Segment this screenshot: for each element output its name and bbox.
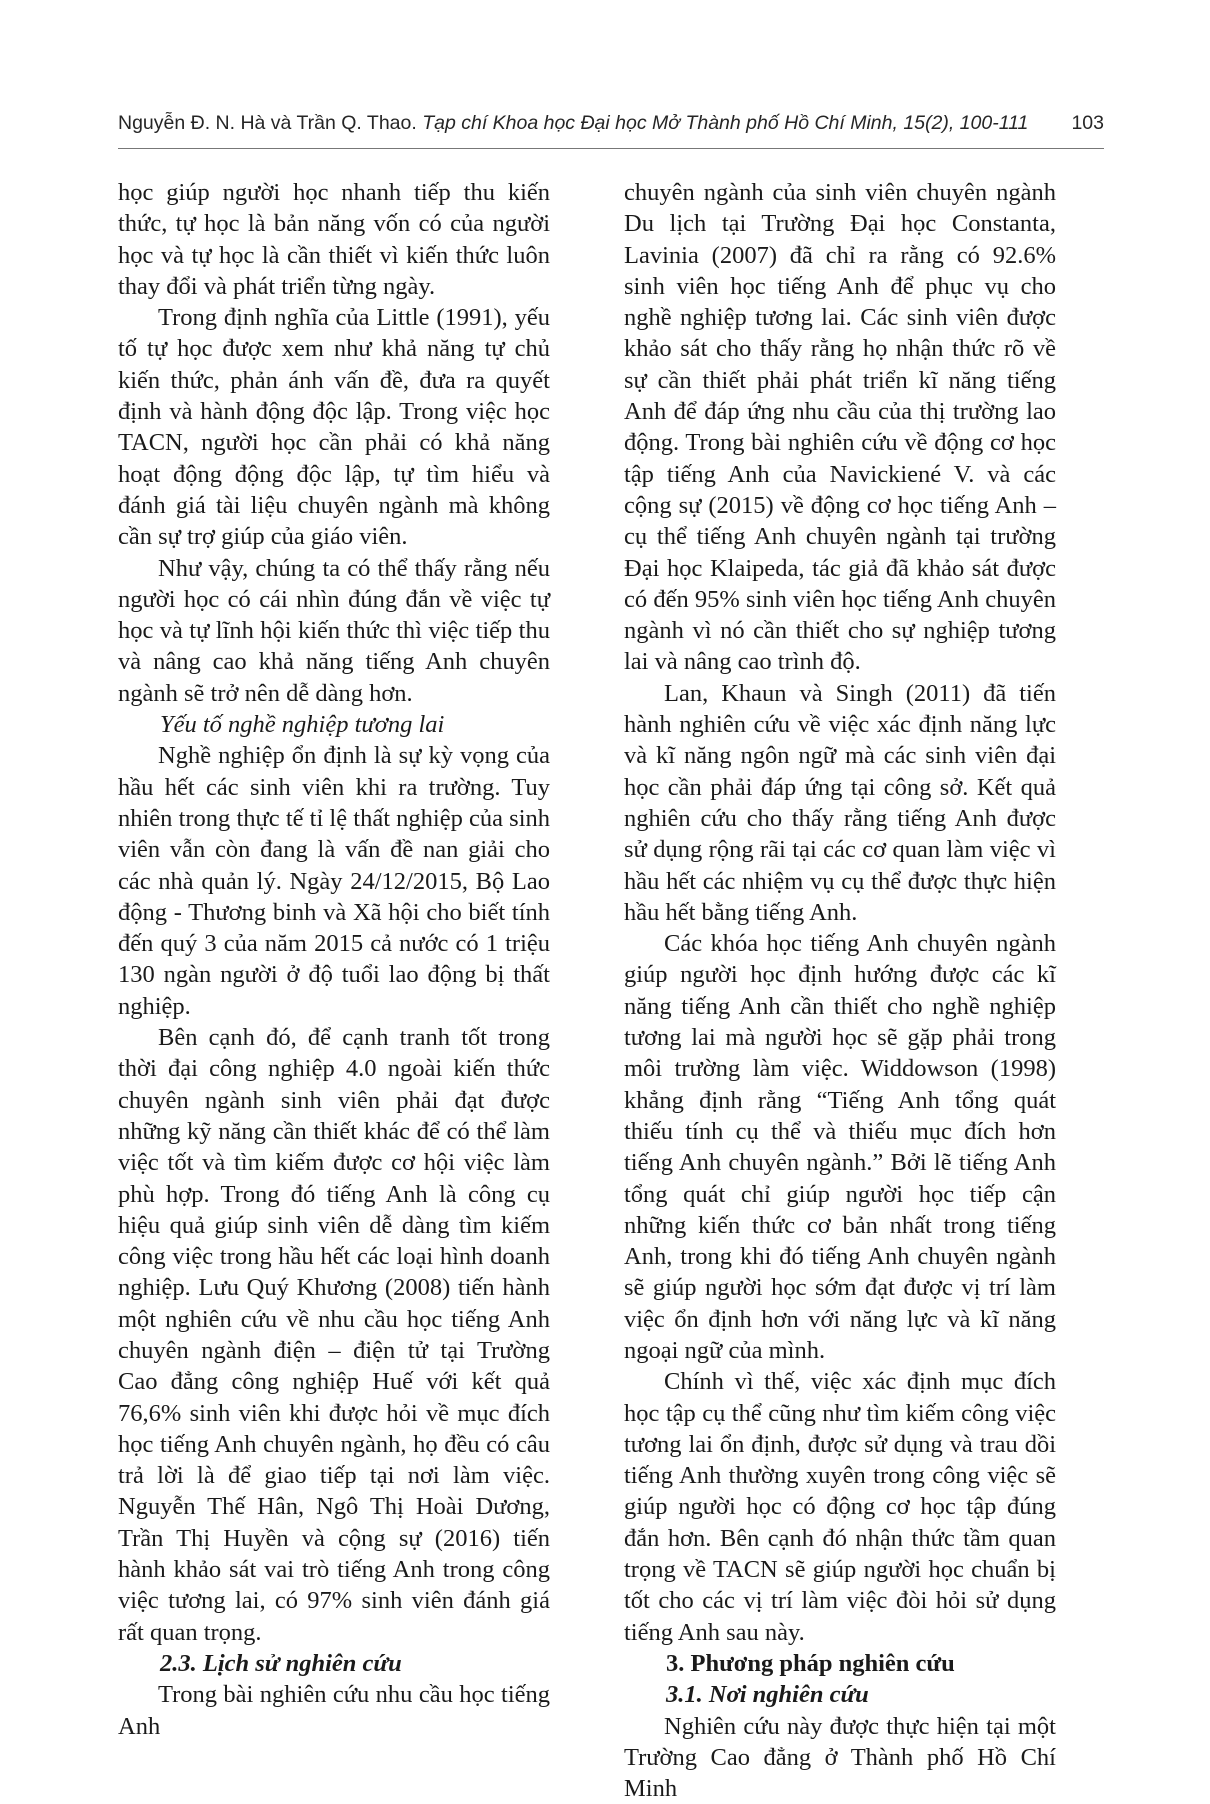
paragraph: Lan, Khaun và Singh (2011) đã tiến hành nghiên cứu về việc xác định năng lực và kĩ năng ngôn ngữ mà các sinh viên đại học cần phải đáp ứng tại công sở. Kết quả nghiên cứu cho thấy rằng tiếng Anh được sử dụng rộng rãi tại các cơ quan làm việc vì hầu hết các nhiệm vụ cụ thể được thực hiện hầu hết bằng tiếng Anh.: [624, 679, 1056, 926]
paragraph: Trong định nghĩa của Little (1991), yếu tố tự học được xem như khả năng tự chủ kiến thức, phản ánh vấn đề, đưa ra quyết định và hành động độc lập. Trong việc học TACN, người học cần phải có khả năng hoạt động động độc lập, tự tìm hiểu và đánh giá tài liệu chuyên ngành mà không cần sự trợ giúp của giáo viên.: [118, 304, 550, 551]
header-journal: Tạp chí Khoa học Đại học Mở Thành phố Hồ Chí Minh, 15(2), 100-111: [422, 112, 1029, 134]
paragraph: Như vậy, chúng ta có thể thấy rằng nếu người học có cái nhìn đúng đắn về việc tự học và tự lĩnh hội kiến thức thì việc tiếp thu và nâng cao khả năng tiếng Anh chuyên ngành sẽ trở nên dễ dàng hơn.: [118, 554, 550, 707]
right-column: [624, 177, 1056, 1804]
section-heading: 2.3. Lịch sử nghiên cứu: [160, 1649, 402, 1677]
paragraph: Trong bài nghiên cứu nhu cầu học tiếng Anh: [118, 1681, 550, 1740]
header-rule: [118, 148, 1104, 149]
section-heading: 3.1. Nơi nghiên cứu: [666, 1681, 869, 1709]
paragraph-continued: chuyên ngành của sinh viên chuyên ngành Du lịch tại Trường Đại học Constanta, Lavinia (2007) đã chỉ ra rằng có 92.6% sinh viên học tiếng Anh để phục vụ cho nghề nghiệp tương lai. Các sinh viên được khảo sát cho thấy rằng họ nhận thức rõ về sự cần thiết phải phát triển kĩ năng tiếng Anh để đáp ứng nhu cầu của thị trường lao động. Trong bài nghiên cứu về động cơ học tập tiếng Anh của Navickiené V. và các cộng sự (2015) về động cơ học tiếng Anh – cụ thể tiếng Anh chuyên ngành tại trường Đại học Klaipeda, tác giả đã khảo sát được có đến 95% sinh viên học tiếng Anh chuyên ngành vì nó cần thiết cho sự nghiệp tương lai và nâng cao trình độ.: [624, 179, 1056, 676]
paragraph-continued: học giúp người học nhanh tiếp thu kiến thức, tự học là bản năng vốn có của người học và tự học là cần thiết vì kiến thức luôn thay đổi và phát triển từng ngày.: [118, 179, 550, 300]
paragraph: Nghiên cứu này được thực hiện tại một Trường Cao đẳng ở Thành phố Hồ Chí Minh: [624, 1712, 1056, 1803]
paragraph: Nghề nghiệp ổn định là sự kỳ vọng của hầu hết các sinh viên khi ra trường. Tuy nhiên trong thực tế tỉ lệ thất nghiệp của sinh viên vẫn còn đang là vấn đề nan giải cho các nhà quản lý. Ngày 24/12/2015, Bộ Lao động - Thương binh và Xã hội cho biết tính đến quý 3 của năm 2015 cả nước có 1 triệu 130 ngàn người ở độ tuổi lao động bị thất nghiệp.: [118, 742, 550, 1020]
left-column: [118, 177, 550, 1742]
header-authors: Nguyễn Đ. N. Hà và Trần Q. Thao.: [118, 112, 417, 134]
paragraph: Bên cạnh đó, để cạnh tranh tốt trong thời đại công nghiệp 4.0 ngoài kiến thức chuyên ngành sinh viên phải đạt được những kỹ năng cần thiết khác để có thể làm việc tốt và tìm kiếm được cơ hội việc làm phù hợp. Trong đó tiếng Anh là công cụ hiệu quả giúp sinh viên dễ dàng tìm kiếm công việc trong hầu hết các loại hình doanh nghiệp. Lưu Quý Khương (2008) tiến hành một nghiên cứu về nhu cầu học tiếng Anh chuyên ngành điện – điện tử tại Trường Cao đẳng công nghiệp Huế với kết quả 76,6% sinh viên khi được hỏi về mục đích học tiếng Anh chuyên ngành, họ đều có câu trả lời là để giao tiếp tại nơi làm việc. Nguyễn Thế Hân, Ngô Thị Hoài Dương, Trần Thị Huyền và cộng sự (2016) tiến hành khảo sát vai trò tiếng Anh trong công việc tương lai, có 97% sinh viên đánh giá rất quan trọng.: [118, 1024, 550, 1646]
subsection-title: Yếu tố nghề nghiệp tương lai: [160, 711, 445, 739]
paragraph: Chính vì thế, việc xác định mục đích học tập cụ thể cũng như tìm kiếm công việc tương lai ổn định, được sử dụng và trau dồi tiếng Anh thường xuyên trong công việc sẽ giúp người học có động cơ học tập đúng đắn hơn. Bên cạnh đó nhận thức tầm quan trọng về TACN sẽ giúp người học chuẩn bị tốt cho các vị trí làm việc đòi hỏi sử dụng tiếng Anh sau này.: [624, 1368, 1056, 1646]
running-header: [118, 112, 1104, 135]
page-number: 103: [1071, 112, 1104, 134]
header-citation: [118, 112, 1028, 135]
paragraph: Các khóa học tiếng Anh chuyên ngành giúp người học định hướng được các kĩ năng tiếng Anh cần thiết cho nghề nghiệp tương lai mà người học sẽ gặp phải trong môi trường làm việc. Widdowson (1998) khẳng định rằng “Tiếng Anh tổng quát thiếu tính cụ thể và thiếu mục đích hơn tiếng Anh chuyên ngành.” Bởi lẽ tiếng Anh tổng quát chỉ giúp người học tiếp cận những kiến thức cơ bản nhất trong tiếng Anh, trong khi đó tiếng Anh chuyên ngành sẽ giúp người học sớm đạt được vị trí làm việc ổn định hơn với năng lực và kĩ năng ngoại ngữ của mình.: [624, 930, 1056, 1364]
section-heading: 3. Phương pháp nghiên cứu: [666, 1649, 955, 1677]
